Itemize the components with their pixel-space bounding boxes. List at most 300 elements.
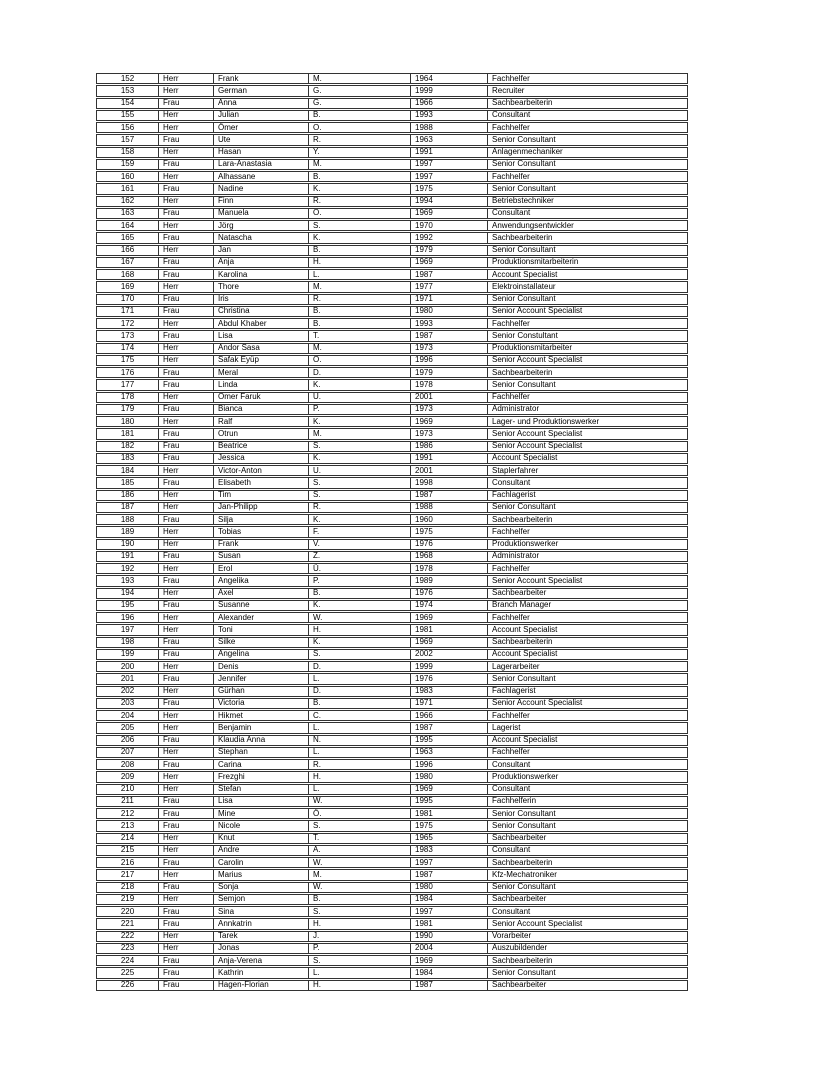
table-row	[96, 563, 688, 574]
table-row	[96, 955, 688, 966]
cell-first-name: Beatrice	[213, 442, 308, 451]
table-row	[96, 269, 688, 280]
cell-birth-year: 1993	[410, 111, 487, 120]
cell-initial: T.	[308, 331, 410, 340]
cell-birth-year: 1997	[410, 160, 487, 169]
cell-initial: W.	[308, 797, 410, 806]
table-row	[96, 588, 688, 599]
cell-salutation: Frau	[158, 160, 213, 169]
cell-salutation: Herr	[158, 711, 213, 720]
cell-birth-year: 1966	[410, 711, 487, 720]
cell-first-name: Otrun	[213, 429, 308, 438]
cell-birth-year: 1960	[410, 515, 487, 524]
cell-id: 226	[120, 980, 135, 990]
cell-job-title: Fachhelfer	[487, 319, 687, 328]
table-row	[96, 428, 688, 439]
cell-salutation: Frau	[158, 797, 213, 806]
cell-id: 208	[120, 760, 135, 769]
cell-birth-year: 1999	[410, 86, 487, 95]
cell-initial: S.	[308, 907, 410, 916]
cell-birth-year: 1988	[410, 123, 487, 132]
cell-initial: B.	[308, 319, 410, 328]
table-row	[96, 85, 688, 96]
cell-birth-year: 1987	[410, 491, 487, 500]
cell-job-title: Sachbearbeiter	[487, 589, 687, 598]
cell-first-name: Nadine	[213, 184, 308, 193]
cell-initial: H.	[308, 258, 410, 267]
cell-birth-year: 2001	[410, 466, 487, 475]
cell-first-name: Erol	[213, 564, 308, 573]
cell-initial: M.	[308, 870, 410, 879]
cell-job-title: Recruiter	[487, 86, 687, 95]
cell-birth-year: 1979	[410, 246, 487, 255]
cell-id: 221	[120, 919, 135, 928]
table-row	[96, 710, 688, 721]
cell-job-title: Elektroinstallateur	[487, 282, 687, 291]
cell-birth-year: 1979	[410, 368, 487, 377]
cell-salutation: Frau	[158, 956, 213, 965]
cell-job-title: Senior Consultant	[487, 380, 687, 389]
cell-initial: L.	[308, 270, 410, 279]
cell-id: 152	[120, 74, 135, 83]
cell-job-title: Senior Account Specialist	[487, 699, 687, 708]
cell-initial: B.	[308, 172, 410, 181]
cell-initial: S.	[308, 491, 410, 500]
cell-first-name: Hagen-Florian	[213, 981, 308, 990]
cell-id: 206	[120, 735, 135, 745]
cell-job-title: Sachbearbeiterin	[487, 956, 687, 965]
cell-birth-year: 2001	[410, 393, 487, 402]
cell-job-title: Betriebstechniker	[487, 197, 687, 206]
cell-id: 185	[120, 478, 135, 487]
cell-salutation: Herr	[158, 785, 213, 794]
cell-birth-year: 1964	[410, 74, 487, 83]
table-row	[96, 771, 688, 782]
cell-id: 168	[120, 270, 135, 279]
cell-birth-year: 1971	[410, 295, 487, 304]
cell-initial: B.	[308, 111, 410, 120]
cell-initial: S.	[308, 956, 410, 965]
table-row	[96, 869, 688, 880]
cell-birth-year: 1969	[410, 956, 487, 965]
cell-first-name: Denis	[213, 662, 308, 671]
cell-job-title: Administrator	[487, 405, 687, 414]
cell-salutation: Herr	[158, 319, 213, 328]
cell-first-name: Annkatrin	[213, 919, 308, 928]
cell-first-name: Finn	[213, 197, 308, 206]
cell-birth-year: 1999	[410, 662, 487, 671]
cell-salutation: Herr	[158, 111, 213, 120]
cell-id: 225	[120, 968, 135, 977]
cell-birth-year: 1963	[410, 135, 487, 144]
cell-job-title: Consultant	[487, 111, 687, 120]
cell-id: 167	[120, 257, 135, 267]
cell-salutation: Frau	[158, 809, 213, 818]
cell-id: 196	[120, 613, 135, 622]
table-row	[96, 600, 688, 611]
cell-initial: O.	[308, 209, 410, 218]
cell-birth-year: 1984	[410, 968, 487, 977]
cell-salutation: Frau	[158, 184, 213, 193]
cell-id: 202	[120, 686, 135, 696]
table-row	[96, 330, 688, 341]
cell-first-name: Susanne	[213, 601, 308, 610]
cell-salutation: Herr	[158, 282, 213, 291]
cell-job-title: Anlagenmechaniker	[487, 148, 687, 157]
cell-salutation: Herr	[158, 503, 213, 512]
cell-job-title: Consultant	[487, 209, 687, 218]
cell-first-name: Anna	[213, 99, 308, 108]
cell-first-name: Tobias	[213, 527, 308, 536]
cell-initial: K.	[308, 380, 410, 389]
cell-id: 217	[120, 870, 135, 879]
cell-birth-year: 1987	[410, 723, 487, 732]
cell-birth-year: 1995	[410, 736, 487, 745]
cell-first-name: Ömer Faruk	[213, 393, 308, 402]
cell-salutation: Frau	[158, 650, 213, 659]
cell-id: 209	[120, 772, 135, 781]
cell-first-name: Bianca	[213, 405, 308, 414]
cell-job-title: Senior Consultant	[487, 821, 687, 830]
cell-initial: K.	[308, 417, 410, 426]
table-row	[96, 661, 688, 672]
cell-initial: M.	[308, 160, 410, 169]
cell-first-name: Angelika	[213, 576, 308, 585]
table-row	[96, 673, 688, 684]
cell-salutation: Frau	[158, 699, 213, 708]
cell-job-title: Senior Consultant	[487, 246, 687, 255]
cell-first-name: Frezghi	[213, 772, 308, 781]
cell-first-name: Lisa	[213, 331, 308, 340]
cell-salutation: Frau	[158, 368, 213, 377]
cell-birth-year: 1986	[410, 442, 487, 451]
cell-salutation: Herr	[158, 221, 213, 230]
cell-initial: W.	[308, 883, 410, 892]
cell-id: 187	[120, 502, 135, 512]
cell-first-name: Ömer	[213, 123, 308, 132]
cell-birth-year: 1969	[410, 785, 487, 794]
cell-birth-year: 1978	[410, 564, 487, 573]
table-row	[96, 220, 688, 231]
cell-first-name: Victor-Anton	[213, 466, 308, 475]
table-row	[96, 171, 688, 182]
cell-birth-year: 1968	[410, 552, 487, 561]
cell-initial: L.	[308, 968, 410, 977]
table-row	[96, 526, 688, 537]
cell-id: 172	[120, 319, 135, 328]
cell-initial: D.	[308, 687, 410, 696]
cell-initial: L.	[308, 674, 410, 683]
table-row	[96, 441, 688, 452]
cell-initial: R.	[308, 197, 410, 206]
cell-first-name: Stephan	[213, 748, 308, 757]
cell-first-name: Thore	[213, 282, 308, 291]
cell-job-title: Account Specialist	[487, 625, 687, 634]
cell-salutation: Frau	[158, 454, 213, 463]
cell-initial: J.	[308, 932, 410, 941]
cell-job-title: Fachlagerist	[487, 687, 687, 696]
table-row	[96, 196, 688, 207]
cell-initial: W.	[308, 613, 410, 622]
cell-first-name: Gürhan	[213, 687, 308, 696]
cell-birth-year: 1995	[410, 797, 487, 806]
cell-job-title: Fachhelfer	[487, 393, 687, 402]
cell-salutation: Herr	[158, 625, 213, 634]
cell-first-name: Sina	[213, 907, 308, 916]
cell-job-title: Senior Consultant	[487, 184, 687, 193]
cell-salutation: Herr	[158, 723, 213, 732]
cell-salutation: Herr	[158, 123, 213, 132]
cell-birth-year: 1975	[410, 821, 487, 830]
cell-initial: R.	[308, 503, 410, 512]
cell-id: 220	[120, 907, 135, 916]
cell-id: 186	[120, 490, 135, 500]
cell-initial: B.	[308, 895, 410, 904]
cell-first-name: Natascha	[213, 233, 308, 242]
table-row	[96, 98, 688, 109]
cell-initial: A.	[308, 846, 410, 855]
cell-salutation: Herr	[158, 772, 213, 781]
cell-first-name: Toni	[213, 625, 308, 634]
table-row	[96, 857, 688, 868]
cell-id: 184	[120, 466, 135, 475]
table-row	[96, 808, 688, 819]
table-row	[96, 208, 688, 219]
table-row	[96, 490, 688, 501]
cell-initial: K.	[308, 233, 410, 242]
cell-first-name: Jan-Philipp	[213, 503, 308, 512]
cell-initial: L.	[308, 785, 410, 794]
cell-id: 216	[120, 858, 135, 867]
cell-id: 215	[120, 845, 135, 855]
table-row	[96, 747, 688, 758]
cell-initial: Ö.	[308, 809, 410, 818]
cell-initial: V.	[308, 540, 410, 549]
cell-initial: S.	[308, 650, 410, 659]
cell-job-title: Fachhelfer	[487, 564, 687, 573]
table-row	[96, 183, 688, 194]
cell-first-name: Knut	[213, 834, 308, 843]
cell-salutation: Frau	[158, 515, 213, 524]
cell-first-name: Anja-Verena	[213, 956, 308, 965]
cell-initial: P.	[308, 576, 410, 585]
cell-birth-year: 1975	[410, 184, 487, 193]
cell-first-name: Lara-Anastasia	[213, 160, 308, 169]
cell-first-name: Stefan	[213, 785, 308, 794]
cell-salutation: Herr	[158, 172, 213, 181]
cell-id: 162	[120, 196, 135, 206]
cell-birth-year: 1965	[410, 834, 487, 843]
cell-initial: B.	[308, 246, 410, 255]
cell-job-title: Senior Consultant	[487, 674, 687, 683]
cell-job-title: Sachbearbeiterin	[487, 858, 687, 867]
cell-job-title: Fachlagerist	[487, 491, 687, 500]
cell-birth-year: 1976	[410, 540, 487, 549]
cell-birth-year: 1993	[410, 319, 487, 328]
cell-id: 218	[120, 882, 135, 892]
cell-first-name: Elisabeth	[213, 478, 308, 487]
cell-salutation: Frau	[158, 405, 213, 414]
cell-job-title: Auszubildender	[487, 944, 687, 953]
cell-birth-year: 1963	[410, 748, 487, 757]
cell-birth-year: 1997	[410, 907, 487, 916]
table-row	[96, 637, 688, 648]
cell-job-title: Fachhelfer	[487, 172, 687, 181]
cell-job-title: Lagerarbeiter	[487, 662, 687, 671]
table-row	[96, 539, 688, 550]
cell-salutation: Frau	[158, 638, 213, 647]
cell-job-title: Sachbearbeiterin	[487, 638, 687, 647]
cell-salutation: Herr	[158, 687, 213, 696]
cell-first-name: Axel	[213, 589, 308, 598]
cell-first-name: Julian	[213, 111, 308, 120]
cell-initial: K.	[308, 454, 410, 463]
cell-birth-year: 1969	[410, 258, 487, 267]
cell-birth-year: 1980	[410, 883, 487, 892]
cell-salutation: Herr	[158, 417, 213, 426]
cell-birth-year: 1988	[410, 503, 487, 512]
cell-first-name: Victoria	[213, 699, 308, 708]
cell-salutation: Herr	[158, 246, 213, 255]
table-row	[96, 686, 688, 697]
cell-salutation: Herr	[158, 527, 213, 536]
cell-id: 175	[120, 355, 135, 365]
table-row	[96, 392, 688, 403]
cell-salutation: Frau	[158, 270, 213, 279]
table-row	[96, 404, 688, 415]
cell-initial: K.	[308, 601, 410, 610]
cell-id: 194	[120, 588, 135, 598]
table-row	[96, 784, 688, 795]
cell-birth-year: 1994	[410, 197, 487, 206]
table-row	[96, 575, 688, 586]
cell-id: 195	[120, 600, 135, 610]
cell-salutation: Frau	[158, 552, 213, 561]
cell-job-title: Account Specialist	[487, 650, 687, 659]
cell-initial: R.	[308, 135, 410, 144]
cell-birth-year: 1974	[410, 601, 487, 610]
cell-initial: Ö.	[308, 356, 410, 365]
cell-first-name: Semjon	[213, 895, 308, 904]
cell-birth-year: 1969	[410, 209, 487, 218]
cell-birth-year: 1990	[410, 932, 487, 941]
cell-initial: P.	[308, 944, 410, 953]
cell-initial: K.	[308, 515, 410, 524]
cell-initial: B.	[308, 589, 410, 598]
cell-first-name: Marius	[213, 870, 308, 879]
cell-job-title: Branch Manager	[487, 601, 687, 610]
cell-id: 157	[120, 135, 135, 144]
table-row	[96, 318, 688, 329]
cell-job-title: Fachhelferin	[487, 797, 687, 806]
cell-birth-year: 1987	[410, 981, 487, 990]
cell-initial: Y.	[308, 148, 410, 157]
cell-birth-year: 1996	[410, 760, 487, 769]
table-row	[96, 967, 688, 978]
table-row	[96, 698, 688, 709]
cell-birth-year: 1992	[410, 233, 487, 242]
table-row	[96, 759, 688, 770]
cell-birth-year: 2002	[410, 650, 487, 659]
table-row	[96, 367, 688, 378]
table-row	[96, 134, 688, 145]
table-row	[96, 502, 688, 513]
cell-first-name: Anja	[213, 258, 308, 267]
cell-salutation: Herr	[158, 944, 213, 953]
cell-salutation: Frau	[158, 760, 213, 769]
cell-salutation: Frau	[158, 919, 213, 928]
cell-initial: U.	[308, 393, 410, 402]
cell-id: 212	[120, 809, 135, 818]
cell-birth-year: 1980	[410, 772, 487, 781]
table-row	[96, 477, 688, 488]
cell-initial: M.	[308, 429, 410, 438]
table-row	[96, 110, 688, 121]
cell-first-name: Sonja	[213, 883, 308, 892]
cell-job-title: Account Specialist	[487, 454, 687, 463]
cell-first-name: Susan	[213, 552, 308, 561]
cell-job-title: Fachhelfer	[487, 74, 687, 83]
cell-birth-year: 1989	[410, 576, 487, 585]
cell-job-title: Senior Consultant	[487, 503, 687, 512]
cell-salutation: Frau	[158, 380, 213, 389]
cell-job-title: Kfz-Mechatroniker	[487, 870, 687, 879]
cell-id: 224	[120, 956, 135, 965]
cell-job-title: Account Specialist	[487, 736, 687, 745]
table-row	[96, 943, 688, 954]
cell-salutation: Frau	[158, 99, 213, 108]
cell-first-name: Carina	[213, 760, 308, 769]
cell-id: 188	[120, 515, 135, 524]
cell-birth-year: 1981	[410, 809, 487, 818]
cell-salutation: Herr	[158, 491, 213, 500]
cell-first-name: Abdul Khaber	[213, 319, 308, 328]
cell-salutation: Herr	[158, 846, 213, 855]
table-row	[96, 735, 688, 746]
cell-salutation: Herr	[158, 748, 213, 757]
cell-job-title: Senior Consultant	[487, 883, 687, 892]
cell-birth-year: 1976	[410, 589, 487, 598]
cell-id: 170	[120, 294, 135, 304]
cell-id: 158	[120, 147, 135, 157]
cell-birth-year: 1983	[410, 846, 487, 855]
cell-first-name: Frank	[213, 74, 308, 83]
cell-id: 219	[120, 894, 135, 904]
cell-initial: S.	[308, 442, 410, 451]
cell-job-title: Administrator	[487, 552, 687, 561]
cell-birth-year: 1973	[410, 405, 487, 414]
cell-job-title: Consultant	[487, 846, 687, 855]
table-row	[96, 306, 688, 317]
cell-first-name: Carolin	[213, 858, 308, 867]
table-row	[96, 722, 688, 733]
cell-initial: S.	[308, 221, 410, 230]
cell-id: 191	[120, 551, 135, 561]
cell-birth-year: 1987	[410, 331, 487, 340]
cell-job-title: Senior Constultant	[487, 331, 687, 340]
cell-id: 166	[120, 245, 135, 255]
cell-id: 169	[120, 282, 135, 291]
cell-job-title: Senior Consultant	[487, 809, 687, 818]
cell-job-title: Fachhelfer	[487, 748, 687, 757]
cell-birth-year: 1981	[410, 919, 487, 928]
cell-initial: K.	[308, 184, 410, 193]
cell-birth-year: 1984	[410, 895, 487, 904]
cell-id: 200	[120, 662, 135, 671]
cell-salutation: Frau	[158, 258, 213, 267]
cell-initial: F.	[308, 527, 410, 536]
cell-first-name: Silke	[213, 638, 308, 647]
